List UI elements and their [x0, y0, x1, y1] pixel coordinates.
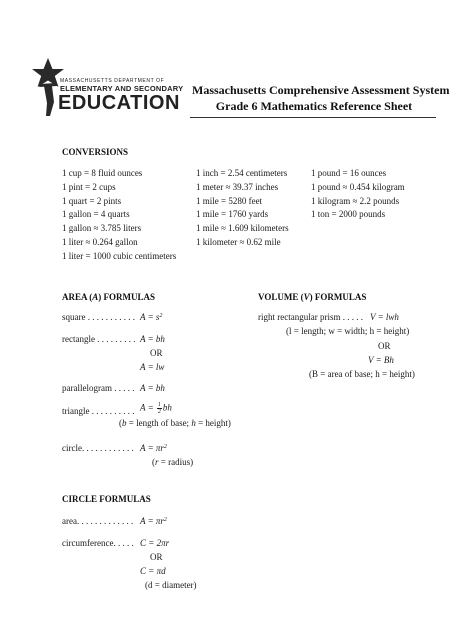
circle-area-formula-2: $A = \pi r^2$ — [140, 516, 167, 526]
page-subtitle: Grade 6 Mathematics Reference Sheet — [215, 99, 413, 113]
circumference-formula-2: C = πd — [140, 566, 166, 576]
page-title: Massachusetts Comprehensive Assessment System — [192, 83, 450, 97]
circumference-label: circumference. . . . . — [62, 538, 134, 548]
circle-area-formula: $A = \pi r^2$ — [140, 443, 167, 453]
conversion-item: 1 quart = 2 pints — [62, 195, 122, 206]
volume-heading: VOLUME (V) FORMULAS — [258, 292, 367, 302]
conversion-item: 1 gallon ≈ 3.785 liters — [62, 223, 142, 234]
circumference-or: OR — [150, 552, 163, 562]
rectangle-formula-2: A = lw — [140, 362, 165, 372]
conversion-item: 1 ton = 2000 pounds — [311, 209, 386, 220]
prism-note-2: (B = area of base; h = height) — [309, 369, 415, 379]
conversion-item: 1 liter = 1000 cubic centimeters — [62, 250, 177, 261]
conversion-item: 1 mile = 5280 feet — [196, 195, 263, 206]
circle-area-label: circle. . . . . . . . . . . . — [62, 443, 134, 453]
parallelogram-formula: A = bh — [140, 383, 165, 393]
department-logo — [30, 56, 184, 116]
conversion-item: 1 kilometer ≈ 0.62 mile — [196, 237, 281, 247]
circle-area-note: (r = radius) — [152, 457, 194, 467]
triangle-label: triangle . . . . . . . . . . — [62, 406, 135, 416]
parallelogram-label: parallelogram . . . . . — [62, 383, 135, 393]
conversion-item: 1 pint = 2 cups — [62, 181, 116, 192]
conversion-item: 1 kilogram ≈ 2.2 pounds — [311, 195, 400, 206]
circumference-formula-1: C = 2πr — [140, 538, 170, 548]
conversion-item: 1 inch = 2.54 centimeters — [196, 168, 288, 178]
rectangle-formula-1: A = bh — [140, 334, 165, 344]
dept-line-2: ELEMENTARY AND SECONDARY — [60, 84, 184, 93]
conversion-item: 1 cup = 8 fluid ounces — [62, 168, 143, 178]
dept-line-1: MASSACHUSETTS DEPARTMENT OF — [60, 78, 165, 84]
prism-note: (l = length; w = width; h = height) — [286, 326, 410, 336]
square-label: square . . . . . . . . . . . — [62, 312, 135, 322]
circle-area-label-2: area. . . . . . . . . . . . . — [62, 516, 134, 526]
conversion-item: 1 pound ≈ 0.454 kilogram — [311, 181, 405, 192]
prism-formula-2: V = Bh — [368, 355, 394, 365]
prism-or: OR — [378, 341, 391, 351]
conversion-item: 1 gallon = 4 quarts — [62, 209, 130, 220]
square-formula: $A = s^2$ — [140, 312, 163, 322]
header-rule — [190, 117, 436, 118]
conversion-item: 1 meter ≈ 39.37 inches — [196, 181, 279, 192]
dept-line-3: EDUCATION — [58, 92, 180, 114]
conversion-item: 1 liter ≈ 0.264 gallon — [62, 237, 138, 247]
rectangle-or: OR — [150, 348, 163, 358]
conversion-item: 1 pound = 16 ounces — [311, 168, 387, 178]
one-half-fraction: $\frac{1}{2}$ — [157, 402, 161, 415]
conversions-heading: CONVERSIONS — [62, 147, 129, 157]
triangle-note: (b = length of base; h = height) — [119, 418, 231, 428]
area-heading: AREA (A) FORMULAS — [62, 292, 156, 302]
triangle-formula: A = $\frac{1}{2}$ bh — [140, 402, 172, 415]
diameter-note: (d = diameter) — [145, 580, 197, 590]
circle-formulas-heading: CIRCLE FORMULAS — [62, 494, 151, 504]
prism-label: right rectangular prism . . . . . — [258, 312, 363, 322]
rectangle-label: rectangle . . . . . . . . . — [62, 334, 136, 344]
conversion-item: 1 mile ≈ 1.609 kilometers — [196, 223, 289, 234]
prism-formula: V = lwh — [370, 312, 399, 322]
conversion-item: 1 mile = 1760 yards — [196, 209, 269, 220]
